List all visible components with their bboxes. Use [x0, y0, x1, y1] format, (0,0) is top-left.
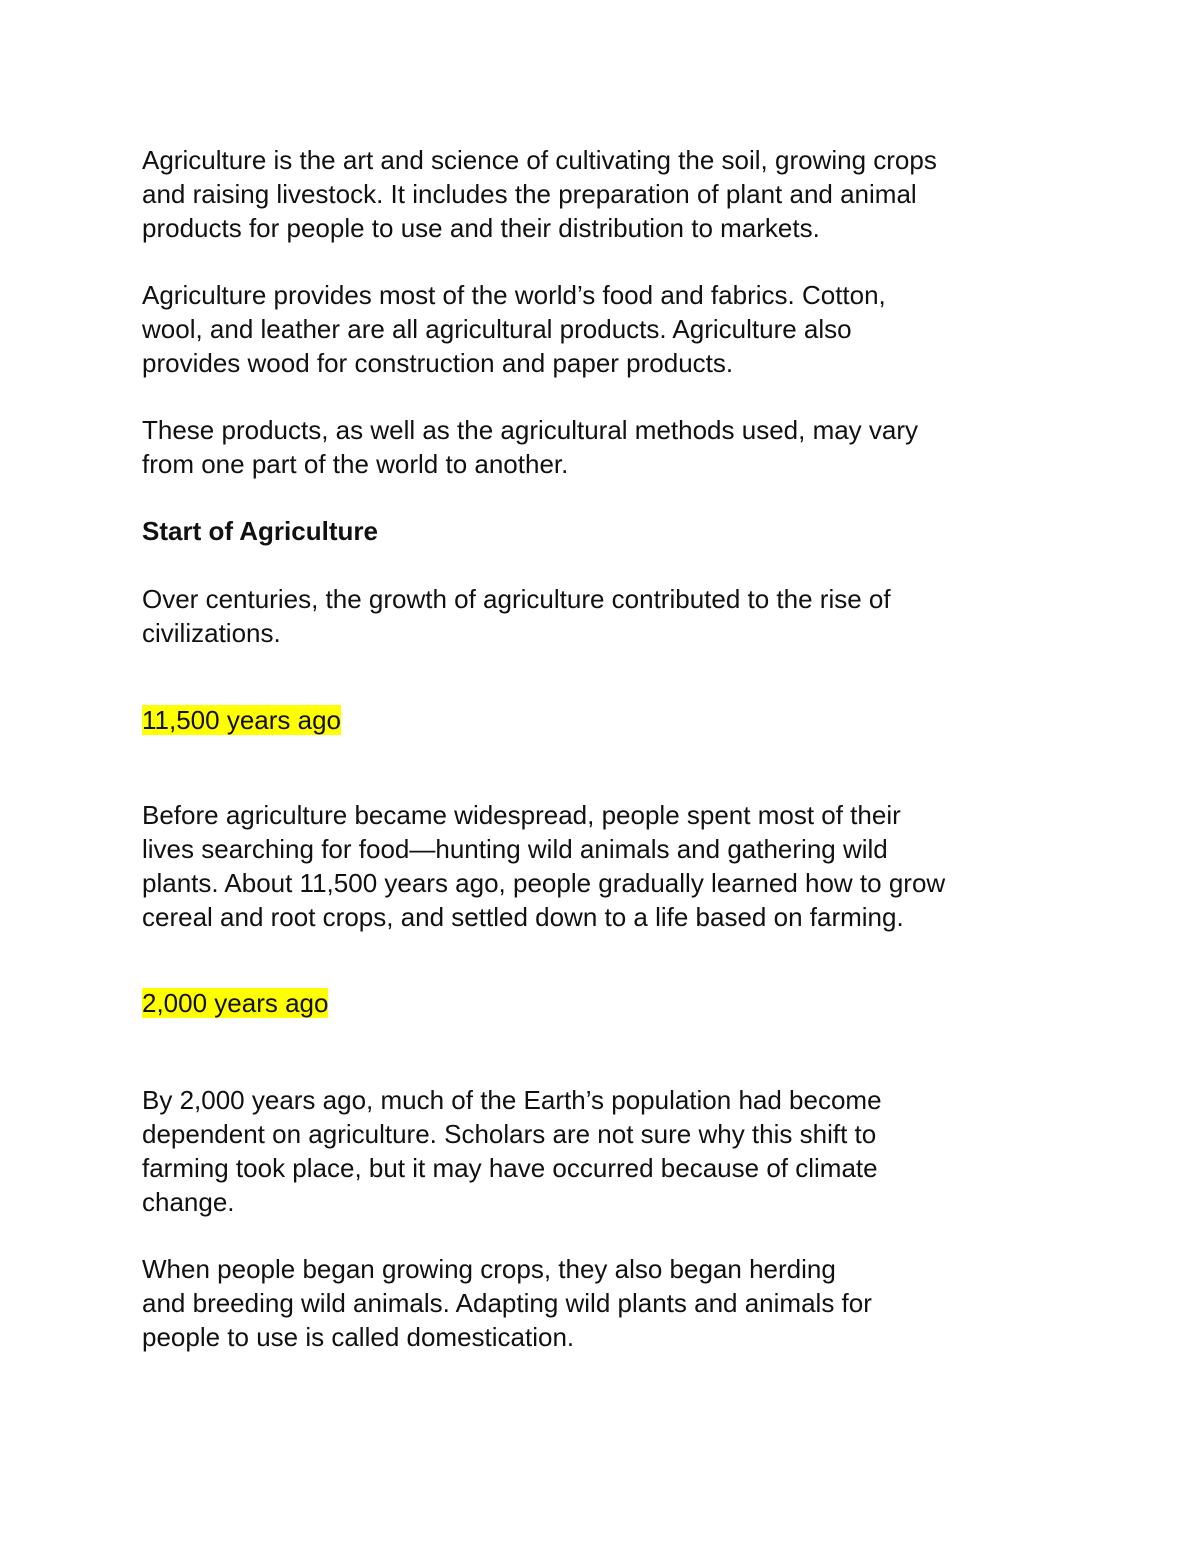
text-line: products for people to use and their distribution to markets.: [142, 213, 820, 243]
text-line: When people began growing crops, they also began herding: [142, 1254, 836, 1284]
highlighted-text: 2,000 years ago: [142, 988, 329, 1018]
text-line: provides wood for construction and paper products.: [142, 348, 734, 378]
text-line: civilizations.: [142, 618, 281, 648]
text-line: cereal and root crops, and settled down to a life based on farming.: [142, 902, 904, 932]
intro-paragraph: [142, 143, 937, 245]
text-line: people to use is called domestication.: [142, 1322, 575, 1352]
timeline-marker: [142, 703, 341, 737]
text-line: and raising livestock. It includes the preparation of plant and animal: [142, 179, 917, 209]
timeline-marker: [142, 986, 328, 1020]
text-line: dependent on agriculture. Scholars are not sure why this shift to: [142, 1119, 877, 1149]
section-heading: Start of Agriculture: [142, 516, 378, 546]
text-line: Agriculture provides most of the world’s food and fabrics. Cotton,: [142, 280, 886, 310]
text-line: farming took place, but it may have occurred because of climate: [142, 1153, 878, 1183]
population-paragraph: [142, 1083, 882, 1219]
before-agriculture-paragraph: [142, 798, 945, 934]
text-line: lives searching for food—hunting wild animals and gathering wild: [142, 834, 888, 864]
products-paragraph: [142, 278, 886, 380]
highlighted-text: 11,500 years ago: [142, 705, 341, 735]
text-line: Agriculture is the art and science of cultivating the soil, growing crops: [142, 145, 937, 175]
variation-paragraph: [142, 413, 918, 481]
text-line: from one part of the world to another.: [142, 449, 569, 479]
text-line: These products, as well as the agricultural methods used, may vary: [142, 415, 919, 445]
text-line: By 2,000 years ago, much of the Earth’s population had become: [142, 1085, 882, 1115]
text-line: Over centuries, the growth of agriculture contributed to the rise of: [142, 584, 891, 614]
text-line: plants. About 11,500 years ago, people gradually learned how to grow: [142, 868, 946, 898]
text-line: change.: [142, 1187, 235, 1217]
text-line: Before agriculture became widespread, people spent most of their: [142, 800, 901, 830]
domestication-paragraph: [142, 1252, 872, 1354]
text-line: wool, and leather are all agricultural products. Agriculture also: [142, 314, 852, 344]
civilizations-paragraph: [142, 582, 891, 650]
text-line: and breeding wild animals. Adapting wild plants and animals for: [142, 1288, 872, 1318]
